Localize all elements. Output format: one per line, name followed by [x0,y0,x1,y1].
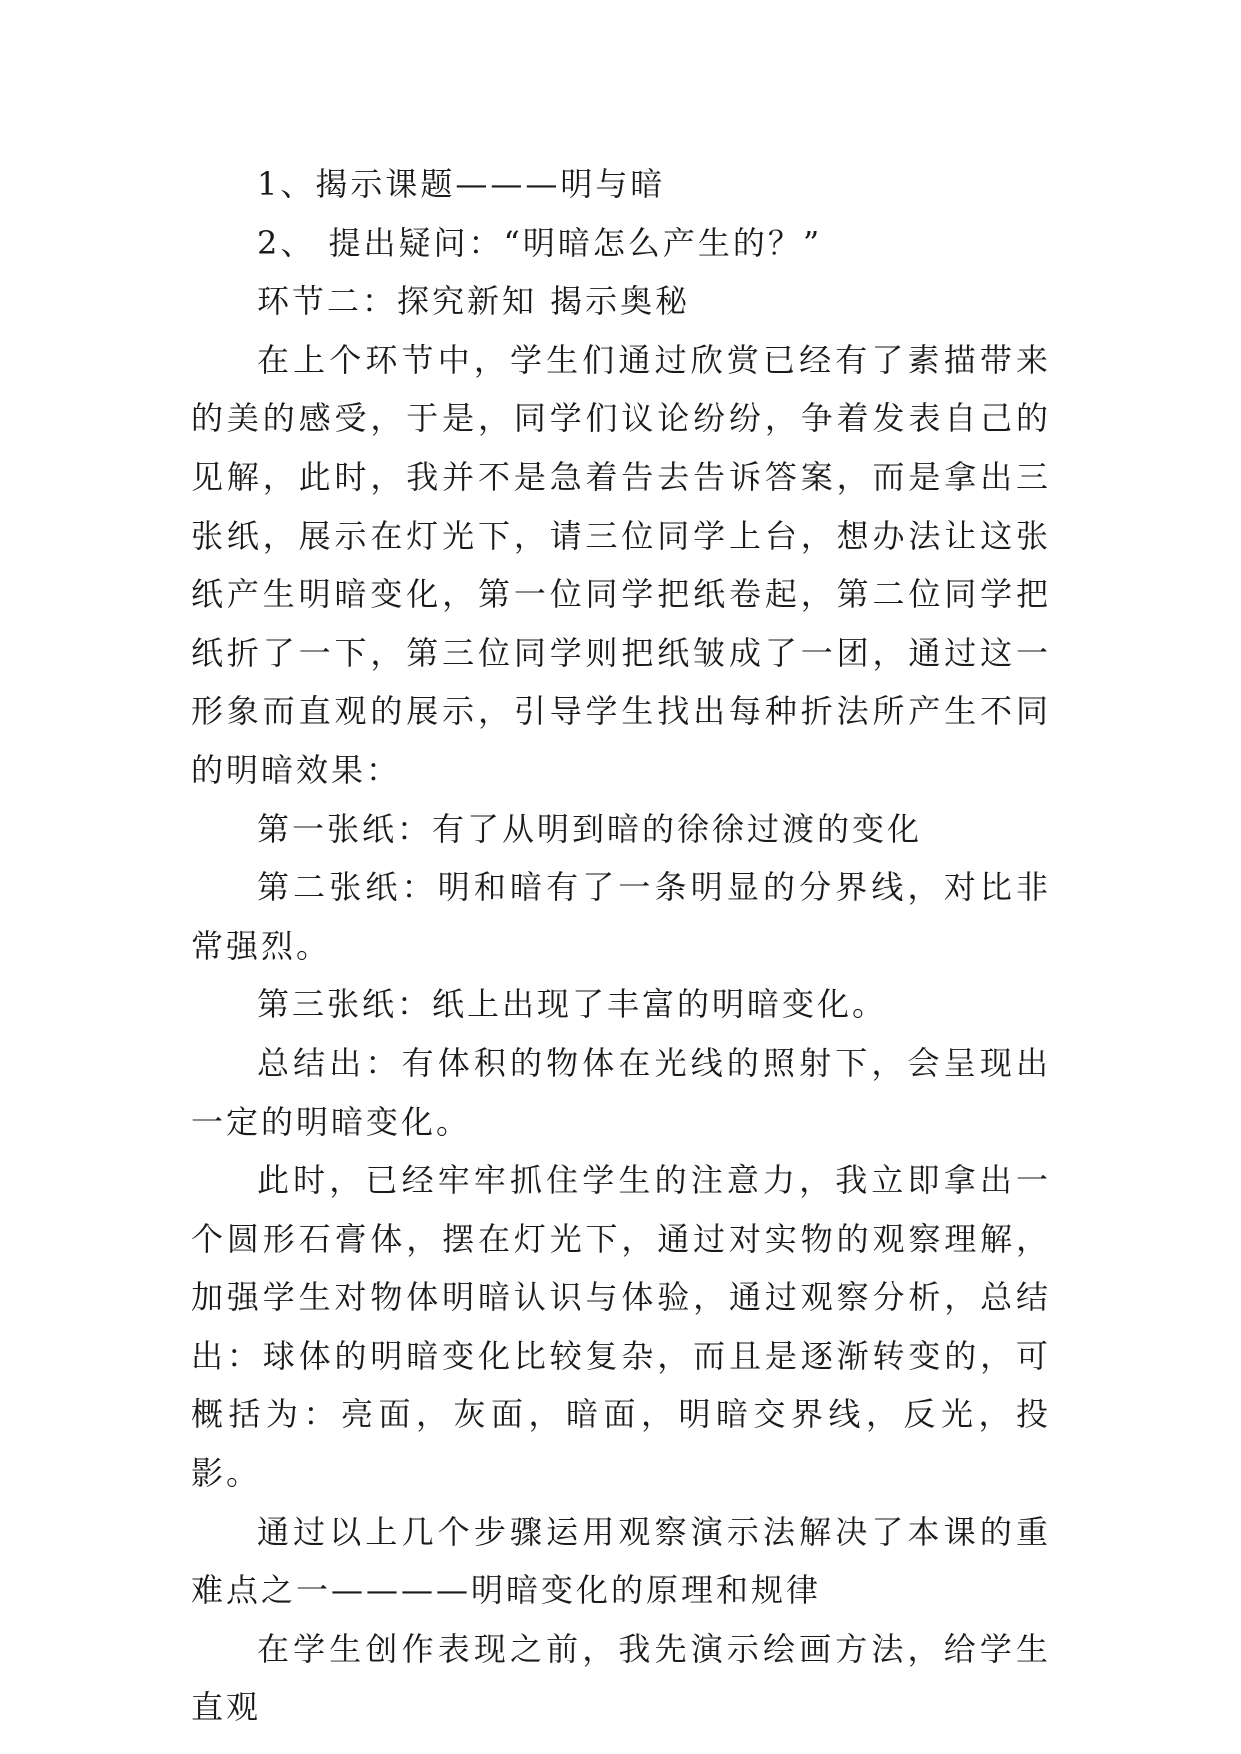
paragraph-paper-one: 第一张纸：有了从明到暗的徐徐过渡的变化 [257,809,923,848]
document-body [191,155,1051,1737]
paragraph-question: 2、 提出疑问：“明暗怎么产生的？” [257,223,823,262]
paragraph-demonstration: 在学生创作表现之前，我先演示绘画方法，给学生直观 [191,1629,1051,1727]
paragraph-paper-demo: 在上个环节中，学生们通过欣赏已经有了素描带来的美的感受，于是，同学们议论纷纷，争着发表自己的见解，此时，我并不是急着告去告诉答案，而是拿出三张纸，展示在灯光下，请三位同学上台，想办法让这张纸产生明暗变化，第一位同学把纸卷起，第二位同学把纸折了一下，第三位同学则把纸皱成了一团，通过这一形象而直观的展示，引导学生找出每种折法所产生不同的明暗效果： [191,340,1051,789]
paragraph-summary: 总结出：有体积的物体在光线的照射下，会呈现出一定的明暗变化。 [191,1043,1051,1141]
section-heading: 环节二：探究新知 揭示奥秘 [257,282,691,321]
paragraph-paper-three: 第三张纸：纸上出现了丰富的明暗变化。 [257,985,888,1024]
paragraph-key-point: 通过以上几个步骤运用观察演示法解决了本课的重难点之一————明暗变化的原理和规律 [191,1512,1051,1610]
paragraph-topic: 1、揭示课题———明与暗 [257,165,666,203]
paragraph-plaster-sphere: 此时，已经牢牢抓住学生的注意力，我立即拿出一个圆形石膏体，摆在灯光下，通过对实物的观察理解，加强学生对物体明暗认识与体验，通过观察分析，总结出：球体的明暗变化比较复杂，而且是逐渐转变的，可概括为：亮面，灰面，暗面，明暗交界线，反光，投影。 [191,1161,1051,1493]
paragraph-paper-two: 第二张纸：明和暗有了一条明显的分界线，对比非常强烈。 [191,868,1051,965]
